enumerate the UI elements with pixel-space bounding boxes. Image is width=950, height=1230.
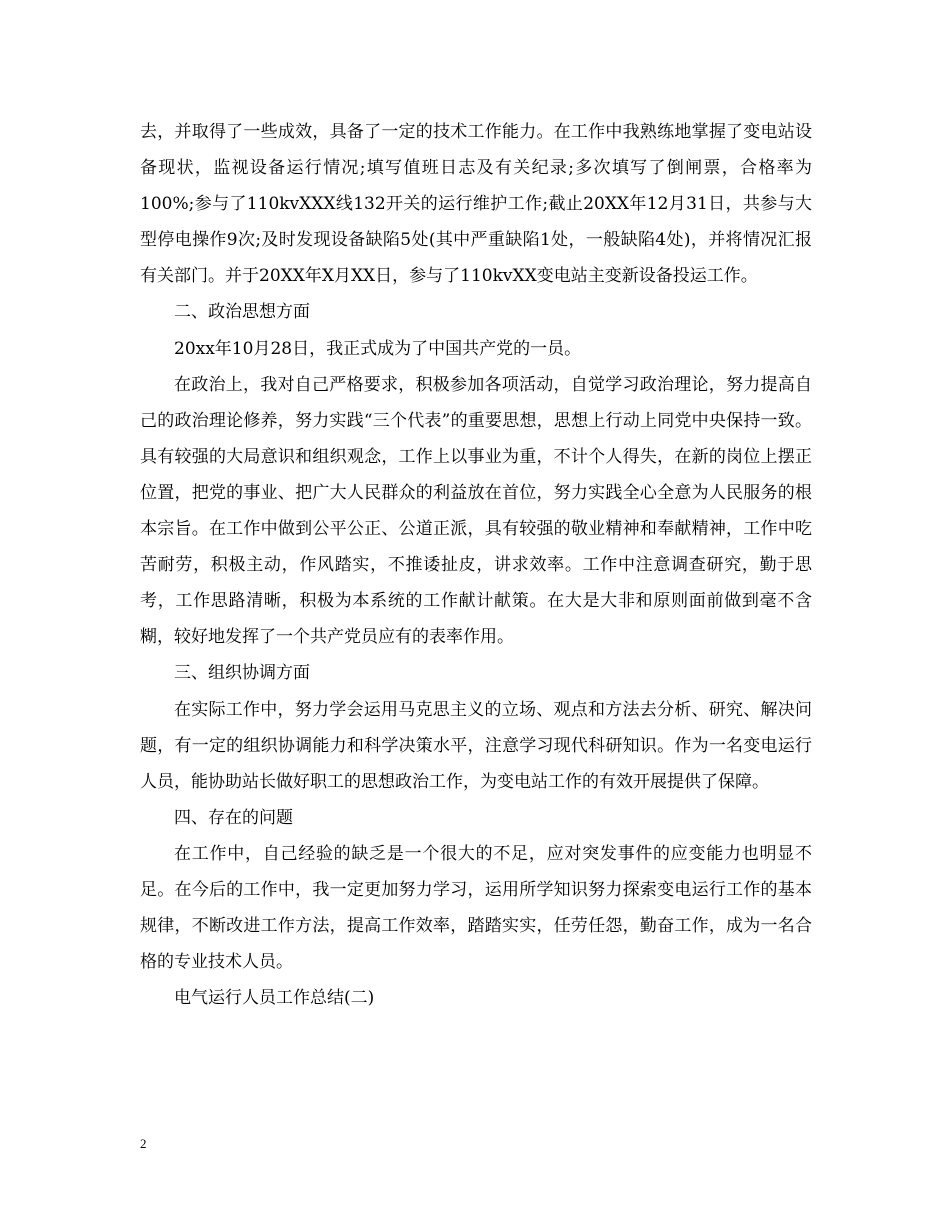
document-body [140, 114, 812, 1016]
section-heading-political: 二、政治思想方面 [174, 302, 310, 323]
section-heading-problems: 四、存在的问题 [174, 807, 293, 828]
body-paragraph: 20xx年10月28日，我正式成为了中国共产党的一员。 [174, 338, 582, 359]
section-heading-coordination: 三、组织协调方面 [174, 663, 310, 684]
body-paragraph-continued: 去，并取得了一些成效，具备了一定的技术工作能力。在工作中我熟练地掌握了变电站设备现状，监视设备运行情况;填写值班日志及有关纪录;多次填写了倒闸票，合格率为100%;参与了110kvXXX线132开关的运行维护工作;截止20XX年12月31日，共参与大型停电操作9次;及时发现设备缺陷5处(其中严重缺陷1处，一般缺陷4处)，并将情况汇报有关部门。并于20XX年X月XX日，参与了110kvXX变电站主变新设备投运工作。 [140, 122, 812, 287]
body-paragraph: 在工作中，自己经验的缺乏是一个很大的不足，应对突发事件的应变能力也明显不足。在今后的工作中，我一定更加努力学习，运用所学知识努力探索变电运行工作的基本规律，不断改进工作方法，提高工作效率，踏踏实实，任劳任怨，勤奋工作，成为一名合格的专业技术人员。 [140, 843, 812, 973]
next-document-title: 电气运行人员工作总结(二) [174, 988, 375, 1009]
body-paragraph: 在实际工作中，努力学会运用马克思主义的立场、观点和方法去分析、研究、解决问题，有一定的组织协调能力和科学决策水平，注意学习现代科研知识。作为一名变电运行人员，能协助站长做好职工的思想政治工作，为变电站工作的有效开展提供了保障。 [140, 699, 812, 792]
page-number: 2 [140, 1136, 147, 1151]
body-paragraph: 在政治上，我对自己严格要求，积极参加各项活动，自觉学习政治理论，努力提高自己的政治理论修养，努力实践“三个代表”的重要思想，思想上行动上同党中央保持一致。具有较强的大局意识和组织观念，工作上以事业为重，不计个人得失，在新的岗位上摆正位置，把党的事业、把广大人民群众的利益放在首位，努力实践全心全意为人民服务的根本宗旨。在工作中做到公平公正、公道正派，具有较强的敬业精神和奉献精神，工作中吃苦耐劳，积极主动，作风踏实，不推诿扯皮，讲求效率。工作中注意调查研究，勤于思考，工作思路清晰，积极为本系统的工作献计献策。在大是大非和原则面前做到毫不含糊，较好地发挥了一个共产党员应有的表率作用。 [140, 374, 812, 648]
